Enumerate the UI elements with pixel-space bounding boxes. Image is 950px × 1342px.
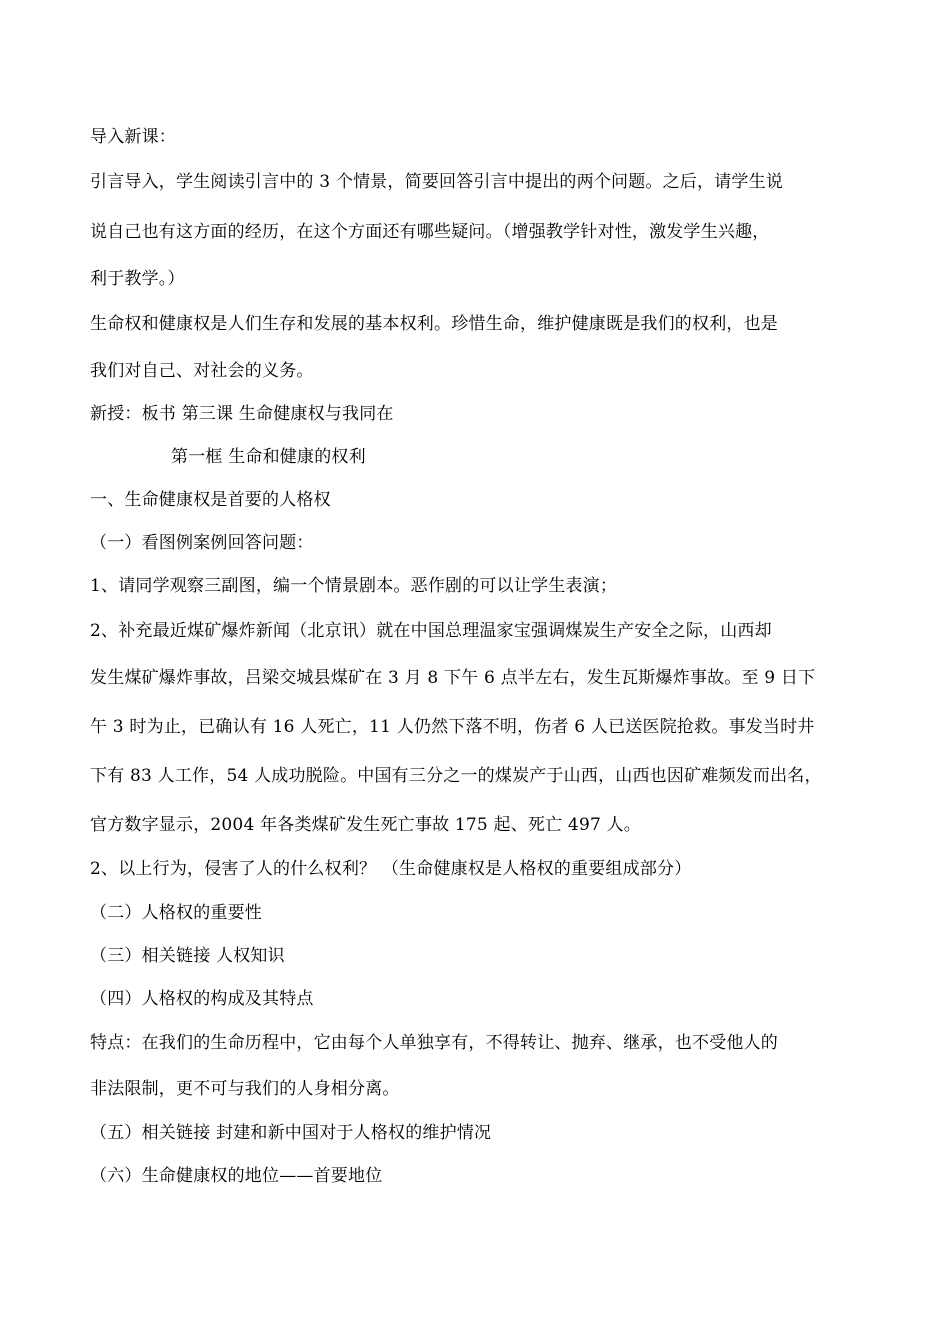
rights-line-1: 生命权和健康权是人们生存和发展的基本权利。珍惜生命，维护健康既是我们的权利，也是 <box>90 314 778 334</box>
intro-line-3: 利于教学。） <box>90 269 185 289</box>
sub-three-heading: （三）相关链接 人权知识 <box>90 946 285 966</box>
news-line-4: 下有 83 人工作，54 人成功脱险。中国有三分之一的煤炭产于山西，山西也因矿难频发而出名， <box>90 766 822 786</box>
question-two: 2、以上行为，侵害了人的什么权利？ （生命健康权是人格权的重要组成部分） <box>90 859 692 879</box>
news-line-5: 官方数字显示，2004 年各类煤矿发生死亡事故 175 起、死亡 497 人。 <box>90 815 641 835</box>
sub-one-heading: （一）看图例案例回答问题： <box>90 533 314 553</box>
item-one: 1、请同学观察三副图，编一个情景剧本。恶作剧的可以让学生表演； <box>90 576 618 596</box>
features-line-1: 特点：在我们的生命历程中，它由每个人单独享有，不得转让、抛弃、继承，也不受他人的 <box>90 1033 778 1053</box>
frame-title: 第一框 生命和健康的权利 <box>171 447 366 467</box>
section-one-heading: 一、生命健康权是首要的人格权 <box>90 490 331 510</box>
news-line-1: 2、补充最近煤矿爆炸新闻（北京讯）就在中国总理温家宝强调煤炭生产安全之际，山西却 <box>90 621 772 641</box>
intro-line-2: 说自己也有这方面的经历，在这个方面还有哪些疑问。（增强教学针对性，激发学生兴趣， <box>90 222 770 242</box>
rights-line-2: 我们对自己、对社会的义务。 <box>90 361 314 381</box>
sub-two-heading: （二）人格权的重要性 <box>90 903 262 923</box>
sub-six-heading: （六）生命健康权的地位——首要地位 <box>90 1166 383 1186</box>
news-line-2: 发生煤矿爆炸事故，吕梁交城县煤矿在 3 月 8 下午 6 点半左右，发生瓦斯爆炸事故。至 9 日下 <box>90 668 816 688</box>
features-line-2: 非法限制，更不可与我们的人身相分离。 <box>90 1079 400 1099</box>
sub-four-heading: （四）人格权的构成及其特点 <box>90 989 314 1009</box>
news-line-3: 午 3 时为止，已确认有 16 人死亡，11 人仍然下落不明，伤者 6 人已送医院抢救。事发当时井 <box>90 717 815 737</box>
new-lesson-line: 新授：板书 第三课 生命健康权与我同在 <box>90 404 394 424</box>
heading-intro: 导入新课： <box>90 127 176 147</box>
sub-five-heading: （五）相关链接 封建和新中国对于人格权的维护情况 <box>90 1123 492 1143</box>
intro-line-1: 引言导入，学生阅读引言中的 3 个情景，简要回答引言中提出的两个问题。之后，请学生说 <box>90 172 784 192</box>
